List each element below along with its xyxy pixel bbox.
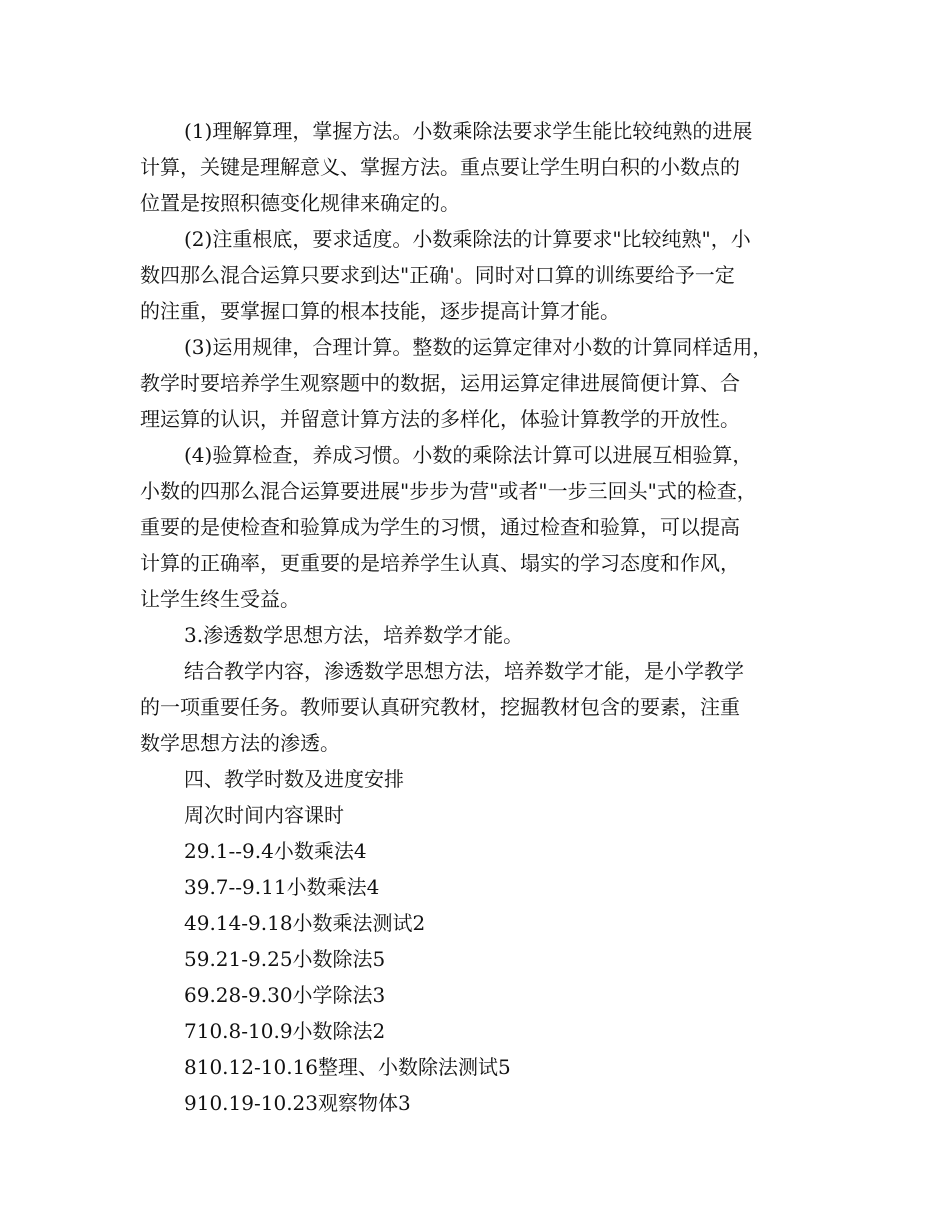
paragraph-4-line-3: 重要的是使检查和验算成为学生的习惯，通过检查和验算，可以提高 [140,515,740,539]
schedule-row: 59.21-9.25小数除法5 [184,947,386,971]
section-heading-4: 四、教学时数及进度安排 [184,767,404,791]
schedule-row: 910.19-10.23观察物体3 [184,1091,411,1115]
paragraph-3-line-3: 理运算的认识，并留意计算方法的多样化，体验计算教学的开放性。 [140,407,740,431]
paragraph-6-line-3: 数学思想方法的渗透。 [140,731,340,755]
schedule-row: 810.12-10.16整理、小数除法测试5 [184,1055,511,1079]
schedule-row: 69.28-9.30小学除法3 [184,983,386,1007]
paragraph-2-line-3: 的注重，要掌握口算的根本技能，逐步提高计算才能。 [140,299,620,323]
section-heading-3: 3.渗透数学思想方法，培养数学才能。 [184,623,524,647]
paragraph-2-line-1: (2)注重根底，要求适度。小数乘除法的计算要求"比较纯熟"，小 [184,227,751,251]
paragraph-1-line-3: 位置是按照积德变化规律来确定的。 [140,191,460,215]
schedule-row: 29.1--9.4小数乘法4 [184,839,367,863]
schedule-row: 39.7--9.11小数乘法4 [184,875,380,899]
schedule-row: 710.8-10.9小数除法2 [184,1019,386,1043]
paragraph-3-line-1: (3)运用规律，合理计算。整数的运算定律对小数的计算同样适用， [184,335,773,359]
paragraph-3-line-2: 教学时要培养学生观察题中的数据，运用运算定律进展简便计算、合 [140,371,740,395]
paragraph-4-line-4: 计算的正确率，更重要的是培养学生认真、塌实的学习态度和作风， [140,551,740,575]
paragraph-6-line-2: 的一项重要任务。教师要认真研究教材，挖掘教材包含的要素，注重 [140,695,740,719]
schedule-header: 周次时间内容课时 [184,803,344,827]
paragraph-4-line-1: (4)验算检查，养成习惯。小数的乘除法计算可以进展互相验算， [184,443,753,467]
paragraph-6-line-1: 结合教学内容，渗透数学思想方法，培养数学才能，是小学教学 [184,659,744,683]
paragraph-2-line-2: 数四那么混合运算只要求到达"正确'。同时对口算的训练要给予一定 [140,263,735,287]
paragraph-4-line-2: 小数的四那么混合运算要进展"步步为营"或者"一步三回头"式的检查， [140,479,757,503]
schedule-row: 49.14-9.18小数乘法测试2 [184,911,426,935]
paragraph-4-line-5: 让学生终生受益。 [140,587,300,611]
paragraph-1-line-2: 计算，关键是理解意义、掌握方法。重点要让学生明白积的小数点的 [140,155,740,179]
paragraph-1-line-1: (1)理解算理，掌握方法。小数乘除法要求学生能比较纯熟的进展 [184,119,753,143]
